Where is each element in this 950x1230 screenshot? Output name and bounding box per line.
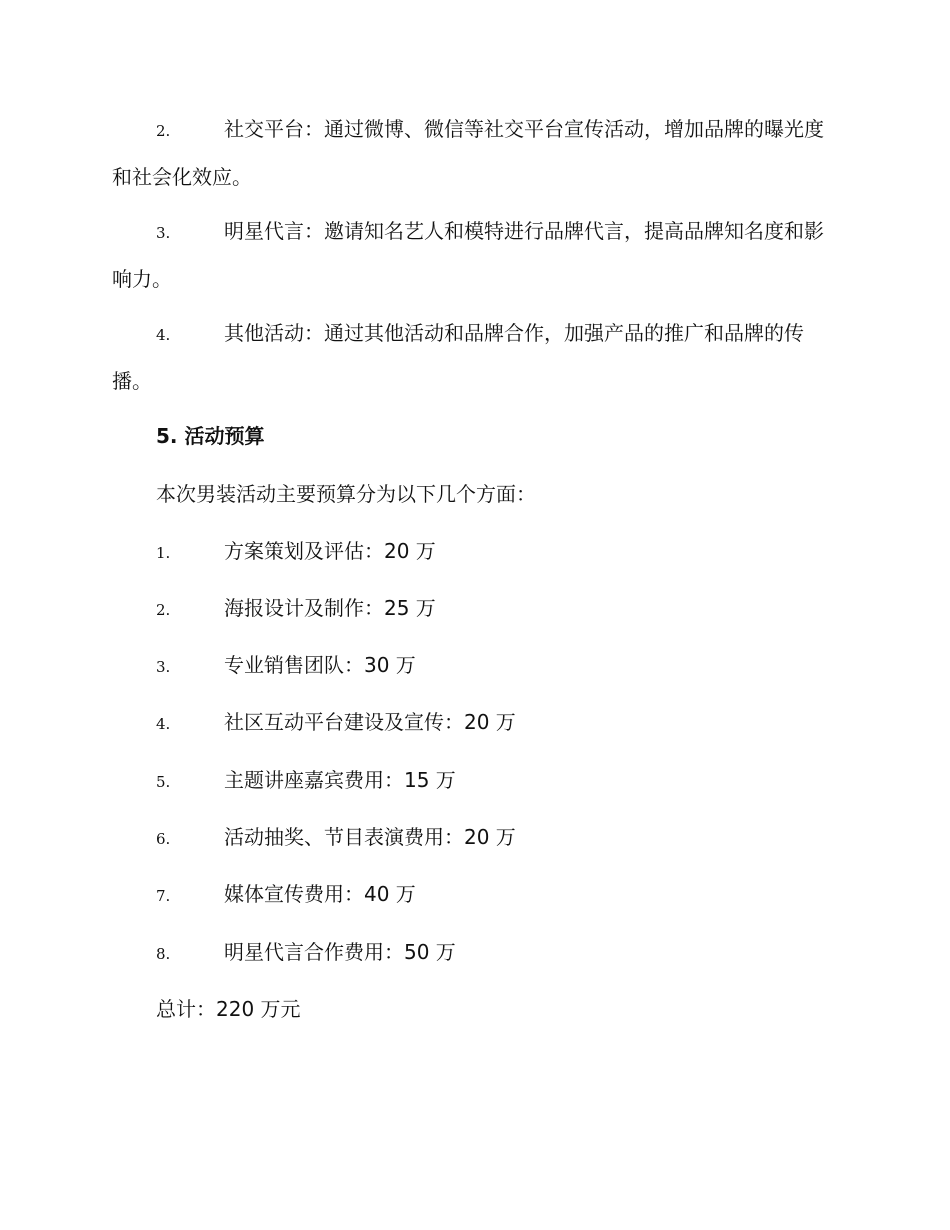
list-number: 6. <box>156 830 171 848</box>
promo-item-celebrity <box>112 208 842 302</box>
budget-item <box>156 938 456 968</box>
list-number: 4. <box>156 326 171 344</box>
list-item-text: 活动抽奖、节目表演费用：20 万 <box>224 825 516 849</box>
budget-item <box>156 880 416 910</box>
list-item-text: 专业销售团队：30 万 <box>224 653 416 677</box>
budget-item <box>156 823 516 853</box>
list-item-text: 其他活动：通过其他活动和品牌合作，加强产品的推广和品牌的传播。 <box>112 321 804 393</box>
list-item-text: 社交平台：通过微博、微信等社交平台宣传活动，增加品牌的曝光度和社会化效应。 <box>112 117 824 189</box>
list-number: 8. <box>156 945 171 963</box>
list-item-text: 主题讲座嘉宾费用：15 万 <box>224 768 456 792</box>
list-item-text: 方案策划及评估：20 万 <box>224 539 436 563</box>
list-number: 2. <box>156 601 171 619</box>
budget-item <box>156 594 436 624</box>
list-item-text: 媒体宣传费用：40 万 <box>224 882 416 906</box>
list-number: 2. <box>156 122 171 140</box>
list-number: 3. <box>156 224 171 242</box>
list-number: 3. <box>156 658 171 676</box>
list-number: 5. <box>156 773 171 791</box>
promo-item-social <box>112 106 842 200</box>
budget-item <box>156 708 516 738</box>
list-number: 7. <box>156 887 171 905</box>
list-item-text: 海报设计及制作：25 万 <box>224 596 436 620</box>
list-number: 4. <box>156 715 171 733</box>
promo-item-other <box>112 310 842 404</box>
list-item-text: 社区互动平台建设及宣传：20 万 <box>224 710 516 734</box>
section-heading-budget: 5. 活动预算 <box>156 424 265 448</box>
list-item-text: 明星代言合作费用：50 万 <box>224 940 456 964</box>
budget-item <box>156 537 436 567</box>
list-number: 1. <box>156 544 171 562</box>
budget-total: 总计：220 万元 <box>156 997 301 1021</box>
budget-item <box>156 766 456 796</box>
budget-item <box>156 651 416 681</box>
budget-intro: 本次男装活动主要预算分为以下几个方面： <box>156 482 536 506</box>
list-item-text: 明星代言：邀请知名艺人和模特进行品牌代言，提高品牌知名度和影响力。 <box>112 219 824 291</box>
